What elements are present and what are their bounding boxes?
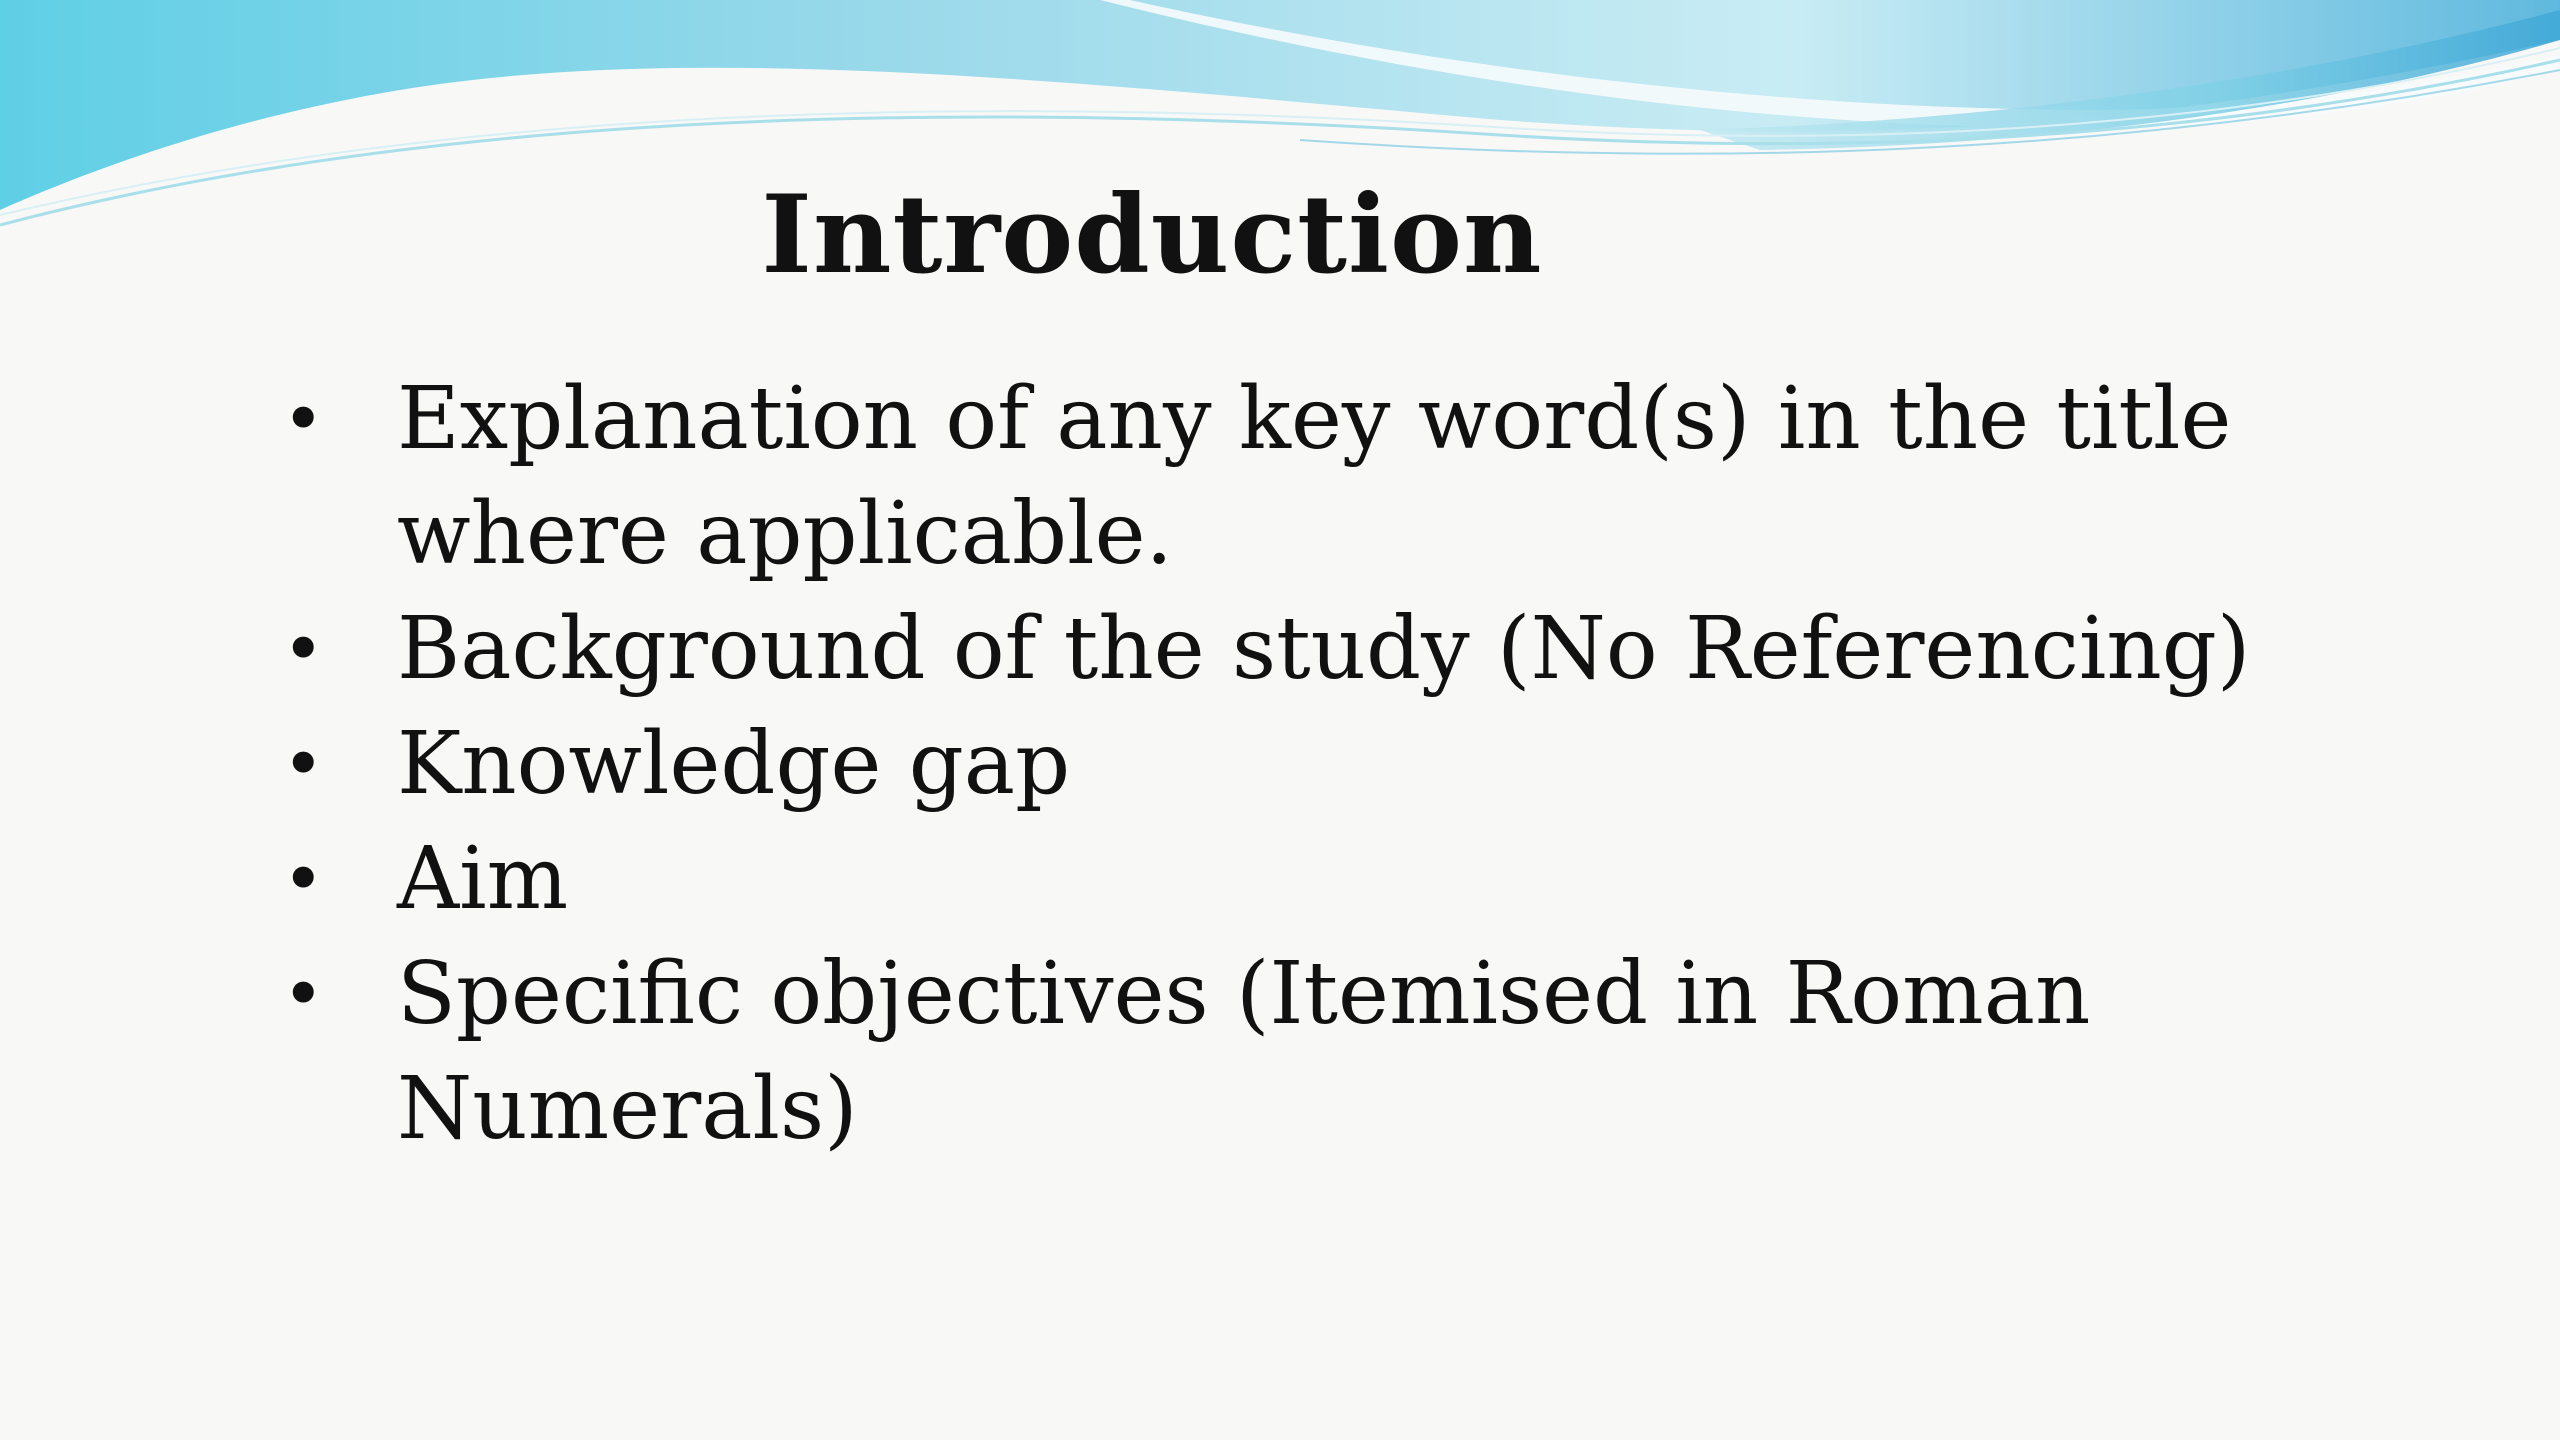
bullet-icon: •	[282, 607, 325, 691]
bullet-item	[262, 937, 2262, 1167]
bullet-text: Knowledge gap	[397, 714, 1071, 814]
bullet-item	[262, 362, 2262, 592]
bullet-item	[262, 707, 2262, 822]
bullet-icon: •	[282, 952, 325, 1036]
bullet-icon: •	[282, 377, 325, 461]
bullet-text: Specific objectives (Itemised in Roman Numerals)	[397, 944, 2091, 1159]
bullet-icon: •	[282, 722, 325, 806]
bullet-text: Aim	[397, 829, 569, 929]
bullet-list	[262, 362, 2262, 1167]
bullet-text: Background of the study (No Referencing)	[397, 599, 2251, 699]
bullet-item	[262, 592, 2262, 707]
bullet-icon: •	[282, 837, 325, 921]
bullet-text: Explanation of any key word(s) in the title where applicable.	[397, 369, 2232, 584]
bullet-item	[262, 822, 2262, 937]
slide-title: Introduction	[761, 172, 1543, 298]
